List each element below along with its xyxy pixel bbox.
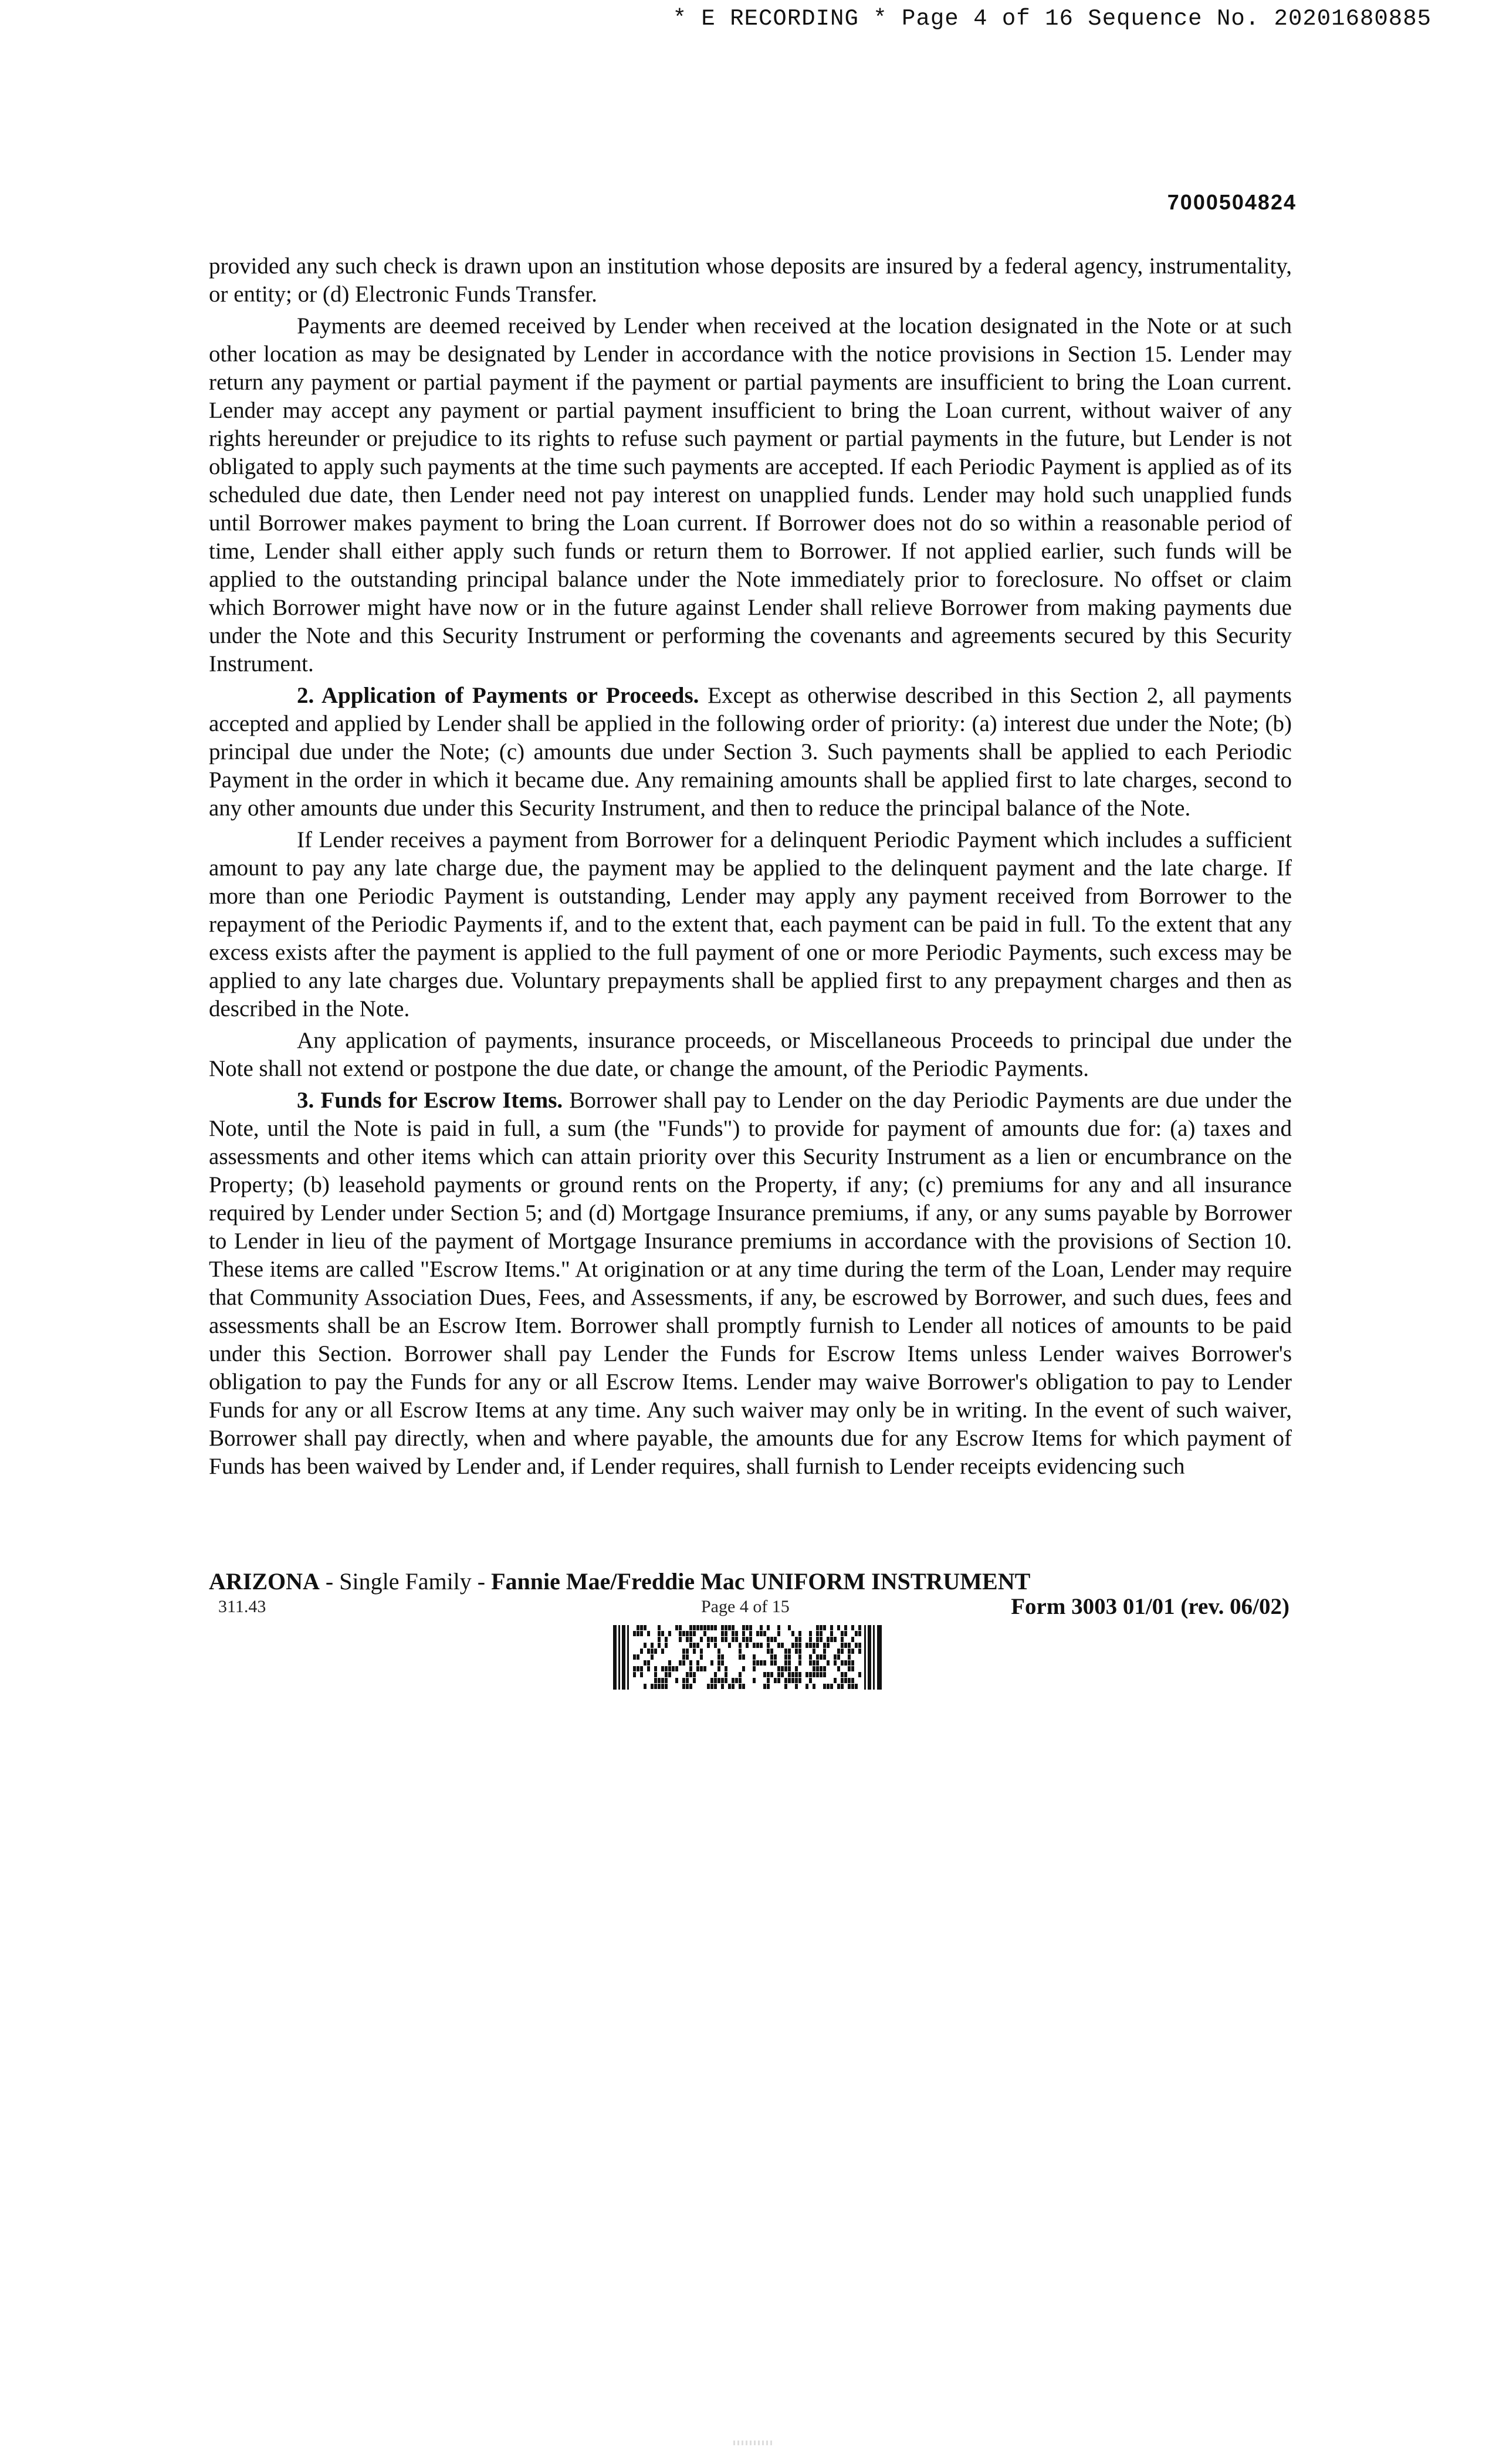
document-body	[209, 252, 1292, 1484]
footer-type: - Single Family -	[319, 1568, 492, 1595]
footer-state: ARIZONA	[209, 1568, 320, 1595]
paragraph-application-of-payments: Any application of payments, insurance proceeds, or Miscellaneous Proceeds to principal due under the Note shall not extend or postpone the due date, or change the amount, of the Periodic Payments.	[209, 1028, 1292, 1081]
section-2-heading: 2. Application of Payments or Proceeds.	[297, 683, 699, 708]
footer-form-number: Form 3003 01/01 (rev. 06/02)	[1011, 1594, 1289, 1619]
paragraph-delinquent-payment: If Lender receives a payment from Borrower for a delinquent Periodic Payment which includes a sufficient amount to pay any late charge due, the payment may be applied to the delinquent payment and the late charge. If more than one Periodic Payment is outstanding, Lender may apply any payment received from Borrower to the repayment of the Periodic Payments if, and to the extent that, each payment can be paid in full. To the extent that any excess exists after the payment is applied to the full payment of one or more Periodic Payments, such excess may be applied to any late charges due. Voluntary prepayments shall be applied first to any prepayment charges and then as described in the Note.	[209, 827, 1292, 1021]
paragraph-payments-received: Payments are deemed received by Lender when received at the location designated in the Note or at such other location as may be designated by Lender in accordance with the notice provisions in Section 15. Lender may return any payment or partial payment if the payment or partial payments are insufficient to bring the Loan current. Lender may accept any payment or partial payment insufficient to bring the Loan current, without waiver of any rights hereunder or prejudice to its rights to refuse such payment or partial payments in the future, but Lender is not obligated to apply such payments at the time such payments are accepted. If each Periodic Payment is applied as of its scheduled due date, then Lender need not pay interest on unapplied funds. Lender may hold such unapplied funds until Borrower makes payment to bring the Loan current. If Borrower does not do so within a reasonable period of time, Lender shall either apply such funds or return them to Borrower. If not applied earlier, such funds will be applied to the outstanding principal balance under the Note immediately prior to foreclosure. No offset or claim which Borrower might have now or in the future against Lender shall relieve Borrower from making payments due under the Note and this Security Instrument or performing the covenants and agreements secured by this Security Instrument.	[209, 313, 1292, 676]
scan-mark	[733, 2441, 774, 2445]
section-3-heading: 3. Funds for Escrow Items.	[297, 1088, 563, 1113]
section-3-text: Borrower shall pay to Lender on the day Periodic Payments are due under the Note, until the Note is paid in full, a sum (the "Funds") to provide for payment of amounts due for: (a) taxes and assessments and other items which can attain priority over this Security Instrument as a lien or encumbrance on the Property; (b) leasehold payments or ground rents on the Property, if any; (c) premiums for any and all insurance required by Lender under Section 5; and (d) Mortgage Insurance premiums, if any, or any sums payable by Borrower to Lender in lieu of the payment of Mortgage Insurance premiums in accordance with the provisions of Section 10. These items are called "Escrow Items." At origination or at any time during the term of the Loan, Lender may require that Community Association Dues, Fees, and Assessments, if any, be escrowed by Borrower, and such dues, fees and assessments shall be an Escrow Item. Borrower shall promptly furnish to Lender all notices of amounts to be paid under this Section. Borrower shall pay Lender the Funds for Escrow Items unless Lender waives Borrower's obligation to pay the Funds for any or all Escrow Items. Lender may waive Borrower's obligation to pay to Lender Funds for any or all Escrow Items at any time. Any such waiver may only be in writing. In the event of such waiver, Borrower shall pay directly, when and where payable, the amounts due for any Escrow Items for which payment of Funds has been waived by Lender and, if Lender requires, shall furnish to Lender receipts evidencing such	[209, 1088, 1292, 1479]
footer-instrument: Fannie Mae/Freddie Mac UNIFORM INSTRUMENT	[491, 1568, 1031, 1595]
barcode-icon	[613, 1625, 883, 1690]
section-3-paragraph	[209, 1087, 1292, 1481]
footer-code: 311.43	[218, 1597, 266, 1616]
recording-header: * E RECORDING * Page 4 of 16 Sequence No. 20201680885	[672, 6, 1431, 32]
footer-page-number: Page 4 of 15	[701, 1597, 790, 1616]
loan-number: 7000504824	[1167, 190, 1297, 214]
paragraph-payment-methods: provided any such check is drawn upon an institution whose deposits are insured by a federal agency, instrumentality, or entity; or (d) Electronic Funds Transfer.	[209, 253, 1292, 307]
section-2-text: Except as otherwise described in this Section 2, all payments accepted and applied by Lender shall be applied in the following order of priority: (a) interest due under the Note; (b) principal due under the Note; (c) amounts due under Section 3. Such payments shall be applied to each Periodic Payment in the order in which it became due. Any remaining amounts shall be applied first to late charges, second to any other amounts due under this Security Instrument, and then to reduce the principal balance of the Note.	[209, 683, 1292, 821]
section-2-paragraph	[209, 682, 1292, 823]
footer-title	[209, 1568, 1292, 1595]
